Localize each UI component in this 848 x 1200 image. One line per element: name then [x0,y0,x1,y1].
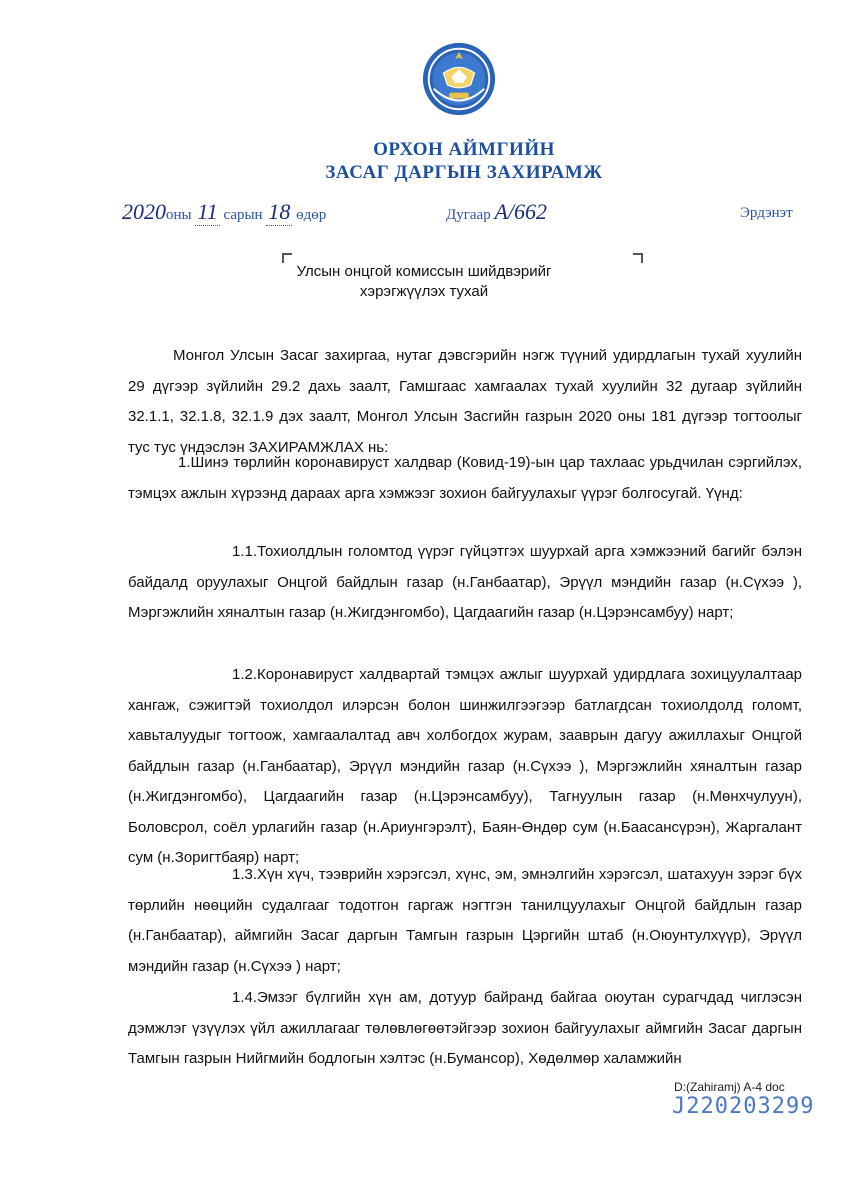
date-month: 11 [197,199,218,224]
registration-stamp-number: J220203299 [672,1094,815,1119]
document-number [446,199,547,225]
mongolia-state-emblem-icon [420,40,498,118]
place-of-issue: Эрдэнэт [740,205,793,221]
document-type-title: ЗАСАГ ДАРГЫН ЗАХИРАМЖ [325,162,603,183]
order-item-1-text: 1.Шинэ төрлийн коронавируст халдвар (Ковид-19)-ын цар тахлаас урьдчилан сэргийлэх, тэмцэх ажлын хүрээнд дараах арга хэмжээг зохион байгуулахыг үүрэг болгосугай. Үүнд: [128,454,802,502]
order-item-1-1 [128,537,802,629]
date-day-suffix: өдөр [296,207,327,223]
subject-line-1: Улсын онцгой комиссын шийдвэрийг [296,263,552,280]
number-value: А/662 [494,199,548,224]
date-day: 18 [268,199,291,224]
order-item-1-2 [128,660,802,874]
subject-line-2: хэрэгжүүлэх тухай [359,283,489,300]
date-year: 2020 [122,199,166,224]
date-year-suffix: оны [166,207,192,223]
file-reference: D:(Zahiramj) A-4 doc [674,1080,785,1094]
document-date [122,199,326,226]
order-item-1-3-text: 1.3.Хүн хүч, тээврийн хэрэгсэл, хүнс, эм, эмнэлгийн хэрэгсэл, шатахуун зэрэг бүх төрлийн нөөцийн судалгааг тодотгон гаргаж нэгтгэн танилцуулахыг Онцгой байдлын газар (н.Ганбаатар), аймгийн Засаг даргын Тамгын газрын Цэргийн штаб (н.Оюунтулхүүр), Эрүүл мэндийн газар (н.Сүхээ ) нарт; [128,866,802,975]
order-item-1-4 [128,983,802,1075]
order-item-1-1-text: 1.1.Тохиолдлын голомтод үүрэг гүйцэтгэх шуурхай арга хэмжээний багийг бэлэн байдалд оруулахыг Онцгой байдлын газар (н.Ганбаатар), Эрүүл мэндийн газар (н.Сүхээ ), Мэргэжлийн хяналтын газар (н.Жигдэнгомбо), Цагдаагийн газар (н.Цэрэнсамбуу) нарт; [128,543,802,621]
order-item-1 [128,448,802,509]
number-label: Дугаар [446,207,491,223]
preamble-paragraph [128,341,802,463]
subject-title [0,262,848,302]
issuing-authority: ОРХОН АЙМГИЙН [373,139,555,160]
preamble-text: Монгол Улсын Засаг захиргаа, нутаг дэвсгэрийн нэгж түүний удирдлагын тухай хуулийн 29 дүгээр зүйлийн 29.2 дахь заалт, Гамшгаас хамгаалах тухай хуулийн 32 дугаар зүйлийн 32.1.1, 32.1.8, 32.1.9 дэх заалт, Монгол Улсын Засгийн газрын 2020 оны 181 дүгээр тогтоолыг тус тус үндэслэн ЗАХИРАМЖЛАХ нь: [128,347,802,456]
order-item-1-3 [128,860,802,982]
order-item-1-4-text: 1.4.Эмзэг бүлгийн хүн ам, дотуур байранд байгаа оюутан сурагчдад чиглэсэн дэмжлэг үзүүлэх үйл ажиллагааг төлөвлөгөөтэйгээр зохион байгуулахыг аймгийн Засаг даргын Тамгын газрын Нийгмийн бодлогын хэлтэс (н.Бумансор), Хөдөлмөр халамжийн [128,989,802,1067]
order-item-1-2-text: 1.2.Коронавируст халдвартай тэмцэх ажлыг шуурхай удирдлага зохицуулалтаар хангаж, сэжигтэй тохиолдол илэрсэн болон шинжилгээгээр батлагдсан тохиолдолд голомт, хавьталуудыг тогтоож, хамгаалалтад авч холбогдох журам, зааврын дагуу ажиллахыг Онцгой байдлын газар (н.Ганбаатар), Эрүүл мэндийн газар (н.Сүхээ ), Мэргэжлийн хяналтын газар (н.Жигдэнгомбо), Цагдаагийн газар (н.Цэрэнсамбуу), Тагнуулын газар (н.Мөнхчулуун), Боловсрол, соёл урлагийн газар (н.Ариунгэрэлт), Баян-Өндөр сум (н.Баасансүрэн), Жаргалант сум (н.Зоригтбаяр) нарт; [128,666,802,866]
date-month-suffix: сарын [223,207,263,223]
